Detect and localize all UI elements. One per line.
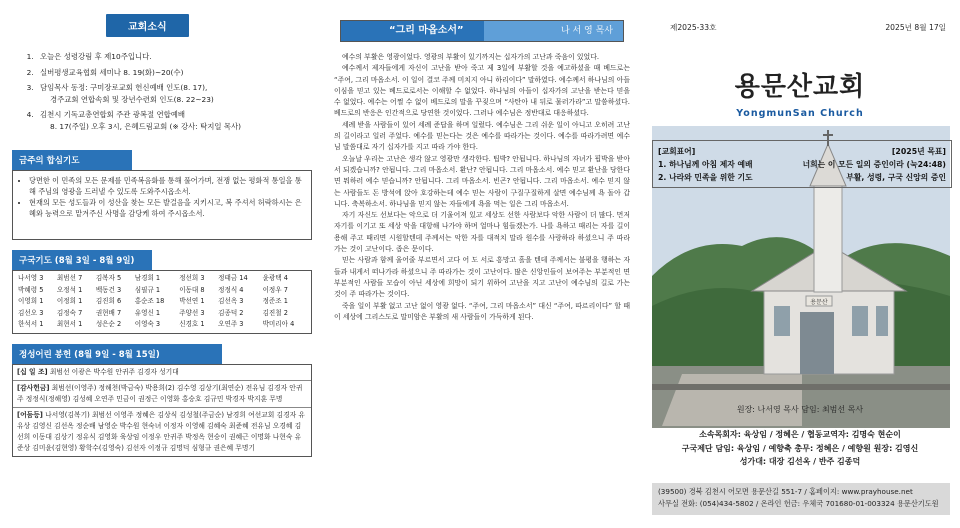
news-item xyxy=(36,82,312,105)
district-name-cell: 정선희 3 xyxy=(179,274,205,282)
offering-row xyxy=(13,408,311,456)
news-item xyxy=(36,51,312,63)
district-name-cell: 박선연 1 xyxy=(179,297,205,305)
offering-box xyxy=(12,364,312,457)
news-list xyxy=(12,51,312,132)
prayer-item: • 당면한 이 민족의 모든 문제를 민족복음화를 통해 풀어가며, 전쟁 없는 평화적 통일을 통해 주님의 영광을 드러낼 수 있도록 도와주시옵소서. xyxy=(29,175,305,197)
district-name-cell: 정태금 14 xyxy=(218,274,248,282)
news-subtext: 경주교회 연합속회 및 장년수련회 인도(8. 22~23) xyxy=(50,94,214,104)
district-name-cell: 오연주 3 xyxy=(218,320,244,328)
address-line: (39500) 경북 김천시 어모면 용문산길 551-7 / 홈페이지: www.prayhouse.net xyxy=(658,487,913,496)
sermon-paragraph: 죽을 일이 부활 없고 고난 없이 영광 없다. “주여, 그리 마옵소서” 대신 “주여, 따르리이다” 할 때 이 세상에 그리스도로 말미암은 부활의 새 사람들이 가득하게 된다. xyxy=(334,301,630,321)
sermon-paragraph: 세례 받을 사람들이 있어 세례 준답을 하며 일렀다. 예수님은 그리 쉬운 일이 아니고 오히려 고난의 길이라고 일러 주었다. 예수를 믿는다는 것은 예수를 따라가는 것이다. 예수를 따라가려면 예수님 말씀대로 자기 십자가를 지고 따라 가야 한다. xyxy=(334,120,630,152)
motto-box xyxy=(652,140,952,188)
district-name-cell: 이정희 1 xyxy=(56,297,83,305)
district-box xyxy=(12,270,312,334)
sermon-author: 나 서 영 목사 xyxy=(484,21,623,41)
address-line: 사무실 전화: (054)434-5802 / 온라인 헌금: 우체국 701680-01-003324 용문산기도원 xyxy=(658,499,939,508)
sermon-title: “그리 마옵소서” xyxy=(341,21,484,41)
sermon-paragraph: 예수의 부활은 영광이었다. 영광의 부활이 있기까지는 십자가의 고난과 죽음이 있었다. xyxy=(342,53,600,61)
district-name-cell: 이영희 1 xyxy=(18,297,44,305)
motto-left xyxy=(658,145,753,184)
goal-label: [2025년 목표] xyxy=(891,147,946,156)
district-name-cell: 김선오 3 xyxy=(18,308,44,317)
offering-row xyxy=(13,381,311,408)
page-sermon xyxy=(320,0,640,528)
news-title: 교회소식 xyxy=(106,14,189,37)
motto-line: 2. 나라와 민족을 위한 기도 xyxy=(658,173,753,182)
building-sign: 용문산 xyxy=(810,299,828,306)
news-item xyxy=(36,109,312,132)
page-news xyxy=(0,0,320,528)
district-row xyxy=(16,273,308,285)
district-name-cell: 김종덕 2 xyxy=(218,308,244,317)
offering-names: 최범선 이광은 박수원 안귀주 김경자 성기대 xyxy=(49,367,179,376)
district-name-cell: 김복자 5 xyxy=(95,274,122,282)
prayer-item: • 현재의 모든 성도들과 이 성산을 찾는 모든 발걸음을 지키시고, 복 주셔서 허락하시는 은혜와 능력으로 맡겨주신 사명을 감당케 하여 주시옵소서. xyxy=(29,197,305,219)
district-name-cell: 이동대 8 xyxy=(179,285,205,294)
motto-right xyxy=(803,145,946,184)
district-name-cell: 김선옥 3 xyxy=(218,297,244,305)
sermon-paragraph: 믿는 사람과 함께 울어줄 부르면서 고다 어 도 서로 흥망고 흘을 텐데 주께서는 불평을 행하는 자들과 내게서 떠나가라 하셨으니 주 따라가는 것이 고난이다. 많은 신앙인들이 보여주는 부분적인 면 부분적인 사람들 모습이 아닌 세상에 희망이 되기 위하여 고난을 지고 고난이 예수님의 길로 가는 것이 주 따라가는 것이다. xyxy=(334,256,630,299)
staff-line: 성가대: 대장 김선옥 / 반주 김종덕 xyxy=(739,457,861,466)
district-name-cell: 성은순 2 xyxy=(95,320,122,328)
motto-label: [교회표어] xyxy=(658,147,696,156)
news-text: 실버평생교육협회 세미나 8. 19(화)~20(수) xyxy=(40,67,184,77)
goal-line: 너희는 이 모든 일의 증인이라 (눅24:48) xyxy=(802,160,946,169)
district-title: 구국기도 (8월 3일 - 8월 9일) xyxy=(12,250,152,270)
district-row xyxy=(16,308,308,320)
issue-date: 2025년 8월 17일 xyxy=(885,23,946,32)
district-name-cell: 최범선 7 xyxy=(56,274,83,282)
district-name-cell: 오정석 1 xyxy=(56,285,83,294)
sermon-header xyxy=(340,20,624,42)
district-name-cell: 신경호 1 xyxy=(179,320,205,328)
district-name-cell: 한석서 1 xyxy=(18,320,44,328)
district-name-cell: 남경희 1 xyxy=(134,274,161,282)
news-subtext: 8. 17(주일) 오후 3시, 은혜드림교회 (※ 강사: 탁지일 목사) xyxy=(50,121,242,131)
sermon-paragraph: 예수께서 제자들에게 자신이 고난을 받아 죽고 제 3일에 부활할 것을 예고하셨을 때 베드로는 “주여, 그리 마옵소서. 이 일이 결코 주께 미치지 아니 하리이다” 말하였다. 예수께서 하나님의 아들이심을 믿고 있는 베드로로서는 이해할 수 없었다. 하나님의 아들이 십자가의 고난을 받는다 믿을 수 없었다. 예수는 어쩔 수 없이 베드로의 말을 꾸짖으며 “사탄아 내 뒤로 물러가라”고 말씀하셨다. 베드로의 반응은 인간적으로 당연한 것이었다. 그러나 예수님은 정반대로 대응하셨다. xyxy=(334,64,630,118)
offering-row xyxy=(13,365,311,381)
staff-line: 소속목회자: 육상임 / 정혜은 / 협동교역자: 김명숙 현순이 xyxy=(699,430,901,439)
district-name-cell: 김정숙 7 xyxy=(56,308,83,317)
district-row xyxy=(16,296,308,308)
district-name-cell: 정정식 4 xyxy=(218,285,244,294)
district-name-cell: 권현배 7 xyxy=(95,308,122,317)
district-name-cell: 백동건 3 xyxy=(95,285,122,294)
district-table xyxy=(16,273,308,331)
staff-contacts xyxy=(640,428,960,469)
church-name: 용문산교회 xyxy=(734,72,866,102)
news-text: 김천시 기독교총연합회 주관 광복절 연합예배 xyxy=(40,110,186,119)
district-name-cell: 최현서 1 xyxy=(56,320,83,328)
offering-names: 최범선(이영주) 정해천(박금숙) 박용희(2) 김수영 김상기(최연순) 전유님 김경자 안귀주 정정식(정해영) 김성혜 오연주 민금이 권정근 이영화 홍승호 김규민 박경자 박지훈 무명 xyxy=(17,383,303,403)
district-row xyxy=(16,319,308,331)
signature-line: 원장: 나서영 목사 담임: 최범선 목사 xyxy=(736,405,864,414)
sermon-paragraph: 자기 자신도 선보다는 악으로 더 기울어져 있고 세상도 선한 사람보다 악한 사람이 더 많다. 먼저 자기를 이기고 또 세상 악을 대항해 나가야 하며 얼마나 힘들겠는가. 나를 욕하고 때리는 자를 길이 용해 주고 때리면 시원할텐데 주께서는 악한 자를 대적치 말라 원수를 사랑하라 하셨으니 주 따라 가는 것이 고난이다. 좁은 문이다. xyxy=(334,211,630,254)
district-name-cell: 박미리아 4 xyxy=(262,320,295,328)
district-name-cell: 이영숙 3 xyxy=(134,320,161,328)
sermon-paragraph: 오늘날 우리는 고난은 생각 않고 영광만 생각한다. 팁박? 안됩니다. 하나님의 자녀가 핍박을 받아서 되겠습니까? 안됩니다. 그리 마옵소서. 환난? 안됩니다. 그리 마옵소서. 예수 믿고 환난을 당한다면 뭐하러 예수 믿습니까? 안됩니다. 그리 마옵소서. 빈곤? 안됩니다. 그리 마옵소서. 예수 믿지 않는 사람들도 돈 방석에 앉아 호강하는데 예수 믿는 사람이 구질구질하게 살면 예수님께 욕 돌아 갑니다. 축복하소서. 하나님을 믿지 않는 자들에게 욕을 먹는 일은 그리 마옵소서. xyxy=(334,154,630,208)
church-name-en: YongmunSan Church xyxy=(736,108,864,119)
prayer-title: 금주의 합심기도 xyxy=(12,150,132,170)
address-box xyxy=(652,483,950,515)
district-name-cell: 나서영 3 xyxy=(18,274,44,282)
offering-label: [감사헌금] xyxy=(17,383,50,392)
district-name-cell: 김진철 2 xyxy=(262,308,288,317)
district-name-cell: 김진희 6 xyxy=(95,297,122,305)
youth-title: 정성어린 봉헌 (8월 9일 - 8월 15일) xyxy=(12,344,222,364)
district-name-cell: 심필규 1 xyxy=(134,285,161,294)
news-text: 오늘은 성령강림 후 제10주입니다. xyxy=(40,52,152,61)
goal-line: 부활, 성령, 구국 신앙의 증인 xyxy=(846,173,946,182)
offering-label: [어둠등] xyxy=(17,410,43,419)
district-name-cell: 박혜령 5 xyxy=(18,285,44,294)
sermon-body xyxy=(334,52,630,323)
staff-line: 구국제단 담임: 육상임 / 예향축 총무: 정혜은 / 예향원 원장: 김영신 xyxy=(681,443,919,453)
offering-label: [십 일 조] xyxy=(17,367,48,376)
district-name-cell: 윤광택 4 xyxy=(262,274,288,282)
district-name-cell: 정준조 1 xyxy=(262,297,288,305)
news-text: 담임목사 동정: 구미장로교회 헌신예배 인도(8. 17), xyxy=(40,83,208,92)
district-name-cell: 유영신 1 xyxy=(134,308,161,317)
offering-names: 나서영(김복기) 최범선 이영주 정혜은 김상식 김성철(주금순) 남경희 여선교회 김경자 유유상 김영신 김선옥 정순배 남영순 박수원 현숙녀 이정자 이영해 김혜숙 최준혜 전유님 오경혜 김선희 이동대 김상기 정유식 김영화 육상임 이정우 안귀주 박정옥 현승이 권혜근 이명화 나현숙 유준상 김미윤(김현영) 황학수(김영숙) 김선자 이정규 김명덕 심형규 권은혜 무명기 xyxy=(17,410,305,452)
issue-number: 제2025-33호 xyxy=(670,23,717,32)
motto-line: 1. 하나님께 아침 제자 예배 xyxy=(658,160,753,169)
page-cover xyxy=(640,0,960,528)
prayer-box xyxy=(12,170,312,240)
news-item xyxy=(36,67,312,79)
district-name-cell: 홍순조 18 xyxy=(134,297,165,305)
district-row xyxy=(16,285,308,297)
district-name-cell: 이정우 7 xyxy=(262,285,288,294)
district-name-cell: 주양선 3 xyxy=(179,308,205,317)
